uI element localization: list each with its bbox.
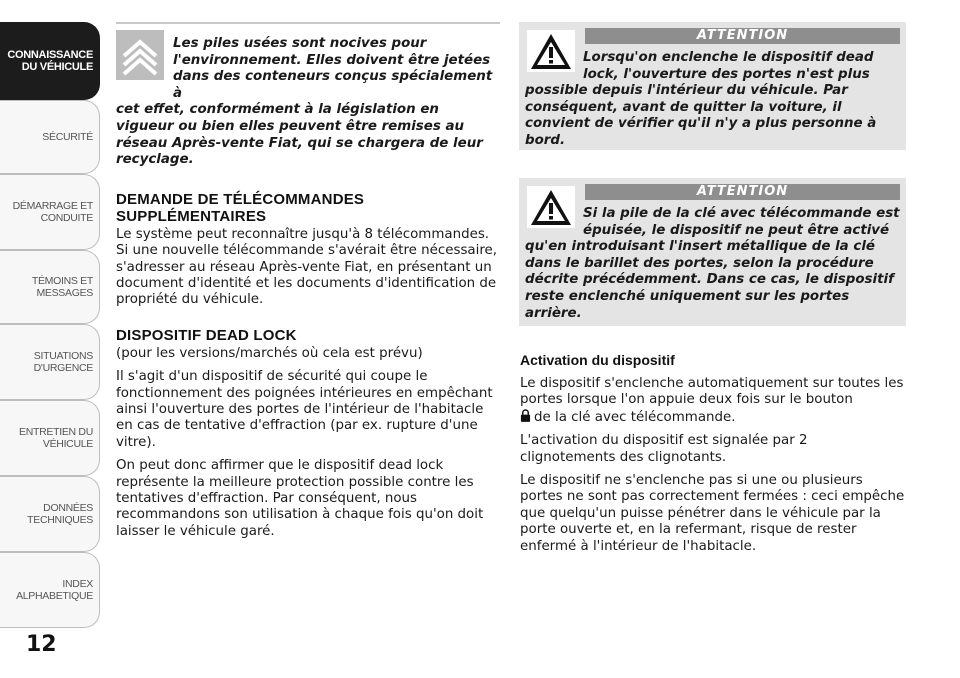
- warning-triangle-icon: [527, 30, 575, 72]
- section-title-dead-lock: DISPOSITIF DEAD LOCK: [116, 326, 297, 344]
- tab-label: TÉMOINS ET MESSAGES: [31, 275, 93, 299]
- activation-text-b: de la clé avec télécommande.: [534, 409, 736, 425]
- warning-text-first: Lorsqu'on enclenche le dispositif dead lock, l'ouverture des portes n'est plus: [583, 50, 874, 82]
- recycle-icon: [116, 30, 164, 80]
- section-subtitle-dead-lock: (pour les versions/marchés où cela est prévu): [116, 345, 423, 361]
- warning-text-rest: possible depuis l'intérieur du véhicule. Par conséquent, avant de quitter la voiture, il convient de vérifier qu'il n'y a plus personne à bord.: [525, 83, 877, 148]
- warning-box-pile: [519, 178, 906, 326]
- section-title-telecommandes: DEMANDE DE TÉLÉCOMMANDES SUPPLÉMENTAIRES: [116, 190, 365, 225]
- activation-section: [520, 352, 906, 562]
- tab-situations-durgence[interactable]: [0, 324, 100, 400]
- tab-label: DÉMARRAGE ET CONDUITE: [12, 200, 93, 224]
- warning-text: [525, 50, 900, 150]
- section-body-telecommandes: Le système peut reconnaître jusqu'à 8 télécommandes. Si une nouvelle télécommande s'avérait être nécessaire, s'adresser au réseau Après-vente Fiat, en présentant un document d'identité et les documents d'identification de propriété du véhicule.: [116, 226, 498, 308]
- warning-heading: ATTENTION: [585, 28, 900, 44]
- warning-text-rest: qu'en introduisant l'insert métallique de la clé dans le barillet des portes, selon la procédure décrite précédemment. Dans ce cas, le dispositif reste enclenché uniquement sur les portes arrière.: [525, 239, 894, 321]
- environment-note: [116, 26, 500, 169]
- warning-text: [525, 206, 900, 322]
- page-number: 12: [26, 632, 57, 657]
- lock-icon: [520, 409, 531, 422]
- environment-note-first: Les piles usées sont nocives pour l'environnement. Elles doivent être jetées dans des conteneurs conçus spécialement à: [173, 36, 493, 101]
- tab-entretien-du-vehicule[interactable]: [0, 400, 100, 476]
- warning-text-first: Si la pile de la clé avec télécommande est épuisée, le dispositif ne peut être activé: [583, 206, 900, 238]
- paragraph: L'activation du dispositif est signalée par 2 clignotements des clignotants.: [520, 433, 808, 465]
- tab-securite[interactable]: [0, 100, 100, 174]
- tab-label: DONNÉES TECHNIQUES: [27, 502, 93, 526]
- tab-label: INDEX ALPHABETIQUE: [16, 578, 93, 602]
- tab-label: CONNAISSANCE DU VÉHICULE: [7, 49, 93, 73]
- tab-connaissance-du-vehicule[interactable]: [0, 22, 100, 100]
- warning-heading: ATTENTION: [585, 184, 900, 200]
- paragraph: Il s'agit d'un dispositif de sécurité qui coupe le fonctionnement des poignées intérieures en empêchant ainsi l'ouverture des portes de l'intérieur de l'habitacle en cas de tentative d'effraction (par ex. rupture d'une vitre).: [116, 369, 493, 450]
- divider: [116, 22, 500, 24]
- paragraph: Le dispositif ne s'enclenche pas si une ou plusieurs portes ne sont pas correctement fermées : ceci empêche que quelqu'un puisse pénétrer dans le véhicule par la porte ouverte et, en la refermant, risque de rester enfermé à l'intérieur de l'habitacle.: [520, 473, 905, 554]
- environment-note-rest: cet effet, conformément à la législation en vigueur ou bien elles peuvent être remises au réseau Après-vente Fiat, qui se chargera de leur recyclage.: [116, 102, 483, 168]
- paragraph: On peut donc affirmer que le dispositif dead lock représente la meilleure protection possible contre les tentatives d'effraction. Par conséquent, nous recommandons son utilisation à chaque fois qu'on doit laisser le véhicule garé.: [116, 458, 484, 539]
- tab-label: SÉCURITÉ: [42, 131, 93, 143]
- activation-text-a: Le dispositif s'enclenche automatiquement sur toutes les portes lorsque l'on appuie deux fois sur le bouton: [520, 376, 904, 408]
- paragraph: [520, 376, 906, 426]
- tab-donnees-techniques[interactable]: [0, 476, 100, 552]
- tab-demarrage-et-conduite[interactable]: [0, 174, 100, 250]
- tab-temoins-et-messages[interactable]: [0, 250, 100, 324]
- tab-label: ENTRETIEN DU VÉHICULE: [19, 426, 93, 450]
- activation-title: Activation du dispositif: [520, 352, 675, 368]
- environment-note-text: [116, 26, 500, 169]
- warning-triangle-icon: [527, 186, 575, 228]
- tab-index-alphabetique[interactable]: [0, 552, 100, 628]
- tab-label: SITUATIONS D'URGENCE: [33, 350, 93, 374]
- warning-box-dead-lock: [519, 22, 906, 150]
- left-column: [116, 22, 500, 547]
